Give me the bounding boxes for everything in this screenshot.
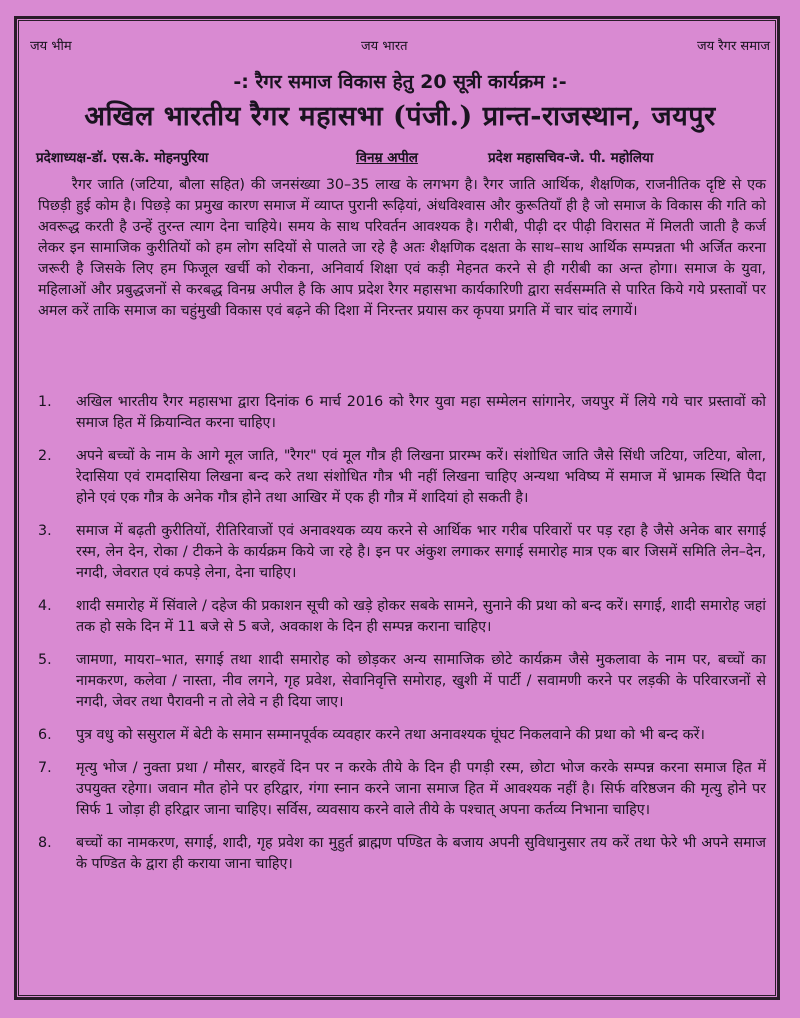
header-row — [30, 36, 770, 54]
header-right-slogan: जय रैगर समाज — [697, 39, 770, 54]
list-item-text: जामणा, मायरा–भात, सगाई तथा शादी समारोह को छोड़कर अन्य सामाजिक छोटे कार्यक्रम जैसे मुकलावा के नाम पर, बच्चों का नामकरण, कलेवा / नास्ता, नीव लगने, गृह प्रवेश, सेवानिवृत्ति समोराह, खुशी में पार्टी / सवामणी करने पर लड़की के परिवारजनों से नगदी, जेवर तथा पैरावनी न तो लेवे न ही दिया जाए। — [76, 652, 766, 710]
list-item-text: अपने बच्चों के नाम के आगे मूल जाति, "रैगर" एवं मूल गौत्र ही लिखना प्रारम्भ करें। संशोधित जाति जैसे सिंधी जटिया, जटिया, बोला, रेदासिया एवं रामदासिया लिखना बन्द करे तथा संशोधित गौत्र भी नहीं लिखना चाहिए अन्यथा भविष्य में समाज में भ्रामक स्थिति पैदा होने एवं एक गौत्र के अनेक गौत्र होने तथा आखिर में एक ही गौत्र में शादियां हो सकती है। — [76, 448, 766, 506]
list-item-number: 3. — [38, 523, 52, 539]
list-item-text: शादी समारोह में सिंवाले / दहेज की प्रकाशन सूची को खड़े होकर सबके सामने, सुनाने की प्रथा को बन्द करें। सगाई, शादी समारोह जहां तक हो सके दिन में 11 बजे से 5 बजे, अवकाश के दिन ही सम्पन्न कराना चाहिए। — [76, 598, 766, 635]
list-item-number: 4. — [38, 598, 52, 614]
list-item-number: 5. — [38, 652, 52, 668]
list-item-text: पुत्र वधु को ससुराल में बेटी के समान सम्मानपूर्वक व्यवहार करने तथा अनावश्यक घूंघट निकलवाने की प्रथा को भी बन्द करें। — [76, 727, 705, 743]
program-subtitle: -: रैगर समाज विकास हेतु 20 सूत्री कार्यक्रम :- — [233, 71, 567, 93]
list-item-text: बच्चों का नामकरण, सगाई, शादी, गृह प्रवेश का मुहुर्त ब्राह्मण पण्डित के बजाय अपनी सुविधानुसार तय करें तथा फेरे भी अपने समाज के पण्डित के द्वारा ही कराया जाना चाहिए। — [76, 835, 766, 872]
organization-title: अखिल भारतीय रैगर महासभा (पंजी.) प्रान्त-राजस्थान, जयपुर — [84, 101, 716, 132]
appeal-heading: विनम्र अपील — [356, 150, 418, 166]
list-item-number: 8. — [38, 835, 52, 851]
list-item — [38, 650, 766, 713]
list-item — [38, 521, 766, 584]
list-item — [38, 392, 766, 434]
list-item-text: मृत्यु भोज / नुक्ता प्रथा / मौसर, बारहवें दिन पर न करके तीये के दिन ही पगड़ी रस्म, छोटा भोज करके सम्पन्न करना समाज हित में उपयुक्त रहेगा। जवान मौत होने पर हरिद्वार, गंगा स्नान करने जाना समाज हित में आवश्यक नहीं है। सिर्फ वरिष्ठजन की मृत्यु होने पर सिर्फ 1 जोड़ा ही हरिद्वार जाना चाहिए। सर्विस, व्यवसाय करने वाले तीये के पश्चात् अपना कर्तव्य निभाना चाहिए। — [76, 760, 766, 818]
list-item — [38, 725, 766, 746]
list-item — [38, 758, 766, 821]
list-item — [38, 833, 766, 875]
list-item-text: समाज में बढ़ती कुरीतियों, रीतिरिवाजों एवं अनावश्यक व्यय करने से आर्थिक भार गरीब परिवारों पर पड़ रहा है जैसे अनेक बार सगाई रस्म, लेन देन, रोका / टीकने के कार्यक्रम किये जा रहे है। इन पर अंकुश लगाकर सगाई समारोह मात्र एक बार जिसमें समिति लेन–देन, नगदी, जेवरात एवं कपड़े लेना, देना चाहिए। — [76, 523, 766, 581]
header-center-slogan: जय भारत — [361, 39, 408, 54]
points-list — [38, 392, 766, 887]
list-item-number: 2. — [38, 448, 52, 464]
intro-paragraph: रैगर जाति (जटिया, बौला सहित) की जनसंख्या 30–35 लाख के लगभग है। रैगर जाति आर्थिक, शैक्षणिक, राजनीतिक दृष्टि से एक पिछड़ी हुई कोम है। पिछड़े का प्रमुख कारण समाज में व्याप्त पुरानी रूढ़ियां, अंधविश्वास और कुरूतियाँ ही है जो समाज के विकास की गति को अवरूद्ध करती है उन्हें तुरन्त त्याग देना चाहिये। समय के साथ परिवर्तन आवश्यक है। गरीबी, पीढ़ी दर पीढ़ी विरासत में मिलती जाती है कर्ज लेकर इन सामाजिक कुरीतियों को हम लोग सदियों से पालते जा रहे है अतः शैक्षणिक दक्षता के साथ–साथ आर्थिक सम्पन्नता भी अर्जित करना जरूरी है जिसके लिए हम फिजूल खर्ची को रोकना, अनिवार्य शिक्षा एवं कड़ी मेहनत करने से ही गरीबी का अन्त होगा। समाज के युवा, महिलाओं और प्रबुद्धजनों से करबद्ध विनम्र अपील है कि आप प्रदेश रैगर महासभा कार्यकारिणी द्वारा सर्वसम्मति से पारित किये गये प्रस्तावों पर अमल करें ताकि समाज का चहुंमुखी विकास एवं बढ़ने की दिशा में निरन्तर प्रयास कर कृपया प्रगति में चार चांद लगायें। — [38, 177, 766, 319]
list-item-number: 6. — [38, 727, 52, 743]
list-item — [38, 596, 766, 638]
header-left-slogan: जय भीम — [30, 39, 72, 54]
list-item-text: अखिल भारतीय रैगर महासभा द्वारा दिनांक 6 मार्च 2016 को रैगर युवा महा सम्मेलन सांगानेर, जयपुर में लिये गये चार प्रस्तावों को समाज हित में क्रियान्वित करना चाहिए। — [76, 394, 766, 431]
president-name: प्रदेशाध्यक्ष-डॉ. एस.के. मोहनपुरिया — [36, 150, 209, 166]
list-item — [38, 446, 766, 509]
list-item-number: 7. — [38, 760, 52, 776]
list-item-number: 1. — [38, 394, 52, 410]
secretary-name: प्रदेश महासचिव-जे. पी. महोलिया — [488, 150, 654, 166]
